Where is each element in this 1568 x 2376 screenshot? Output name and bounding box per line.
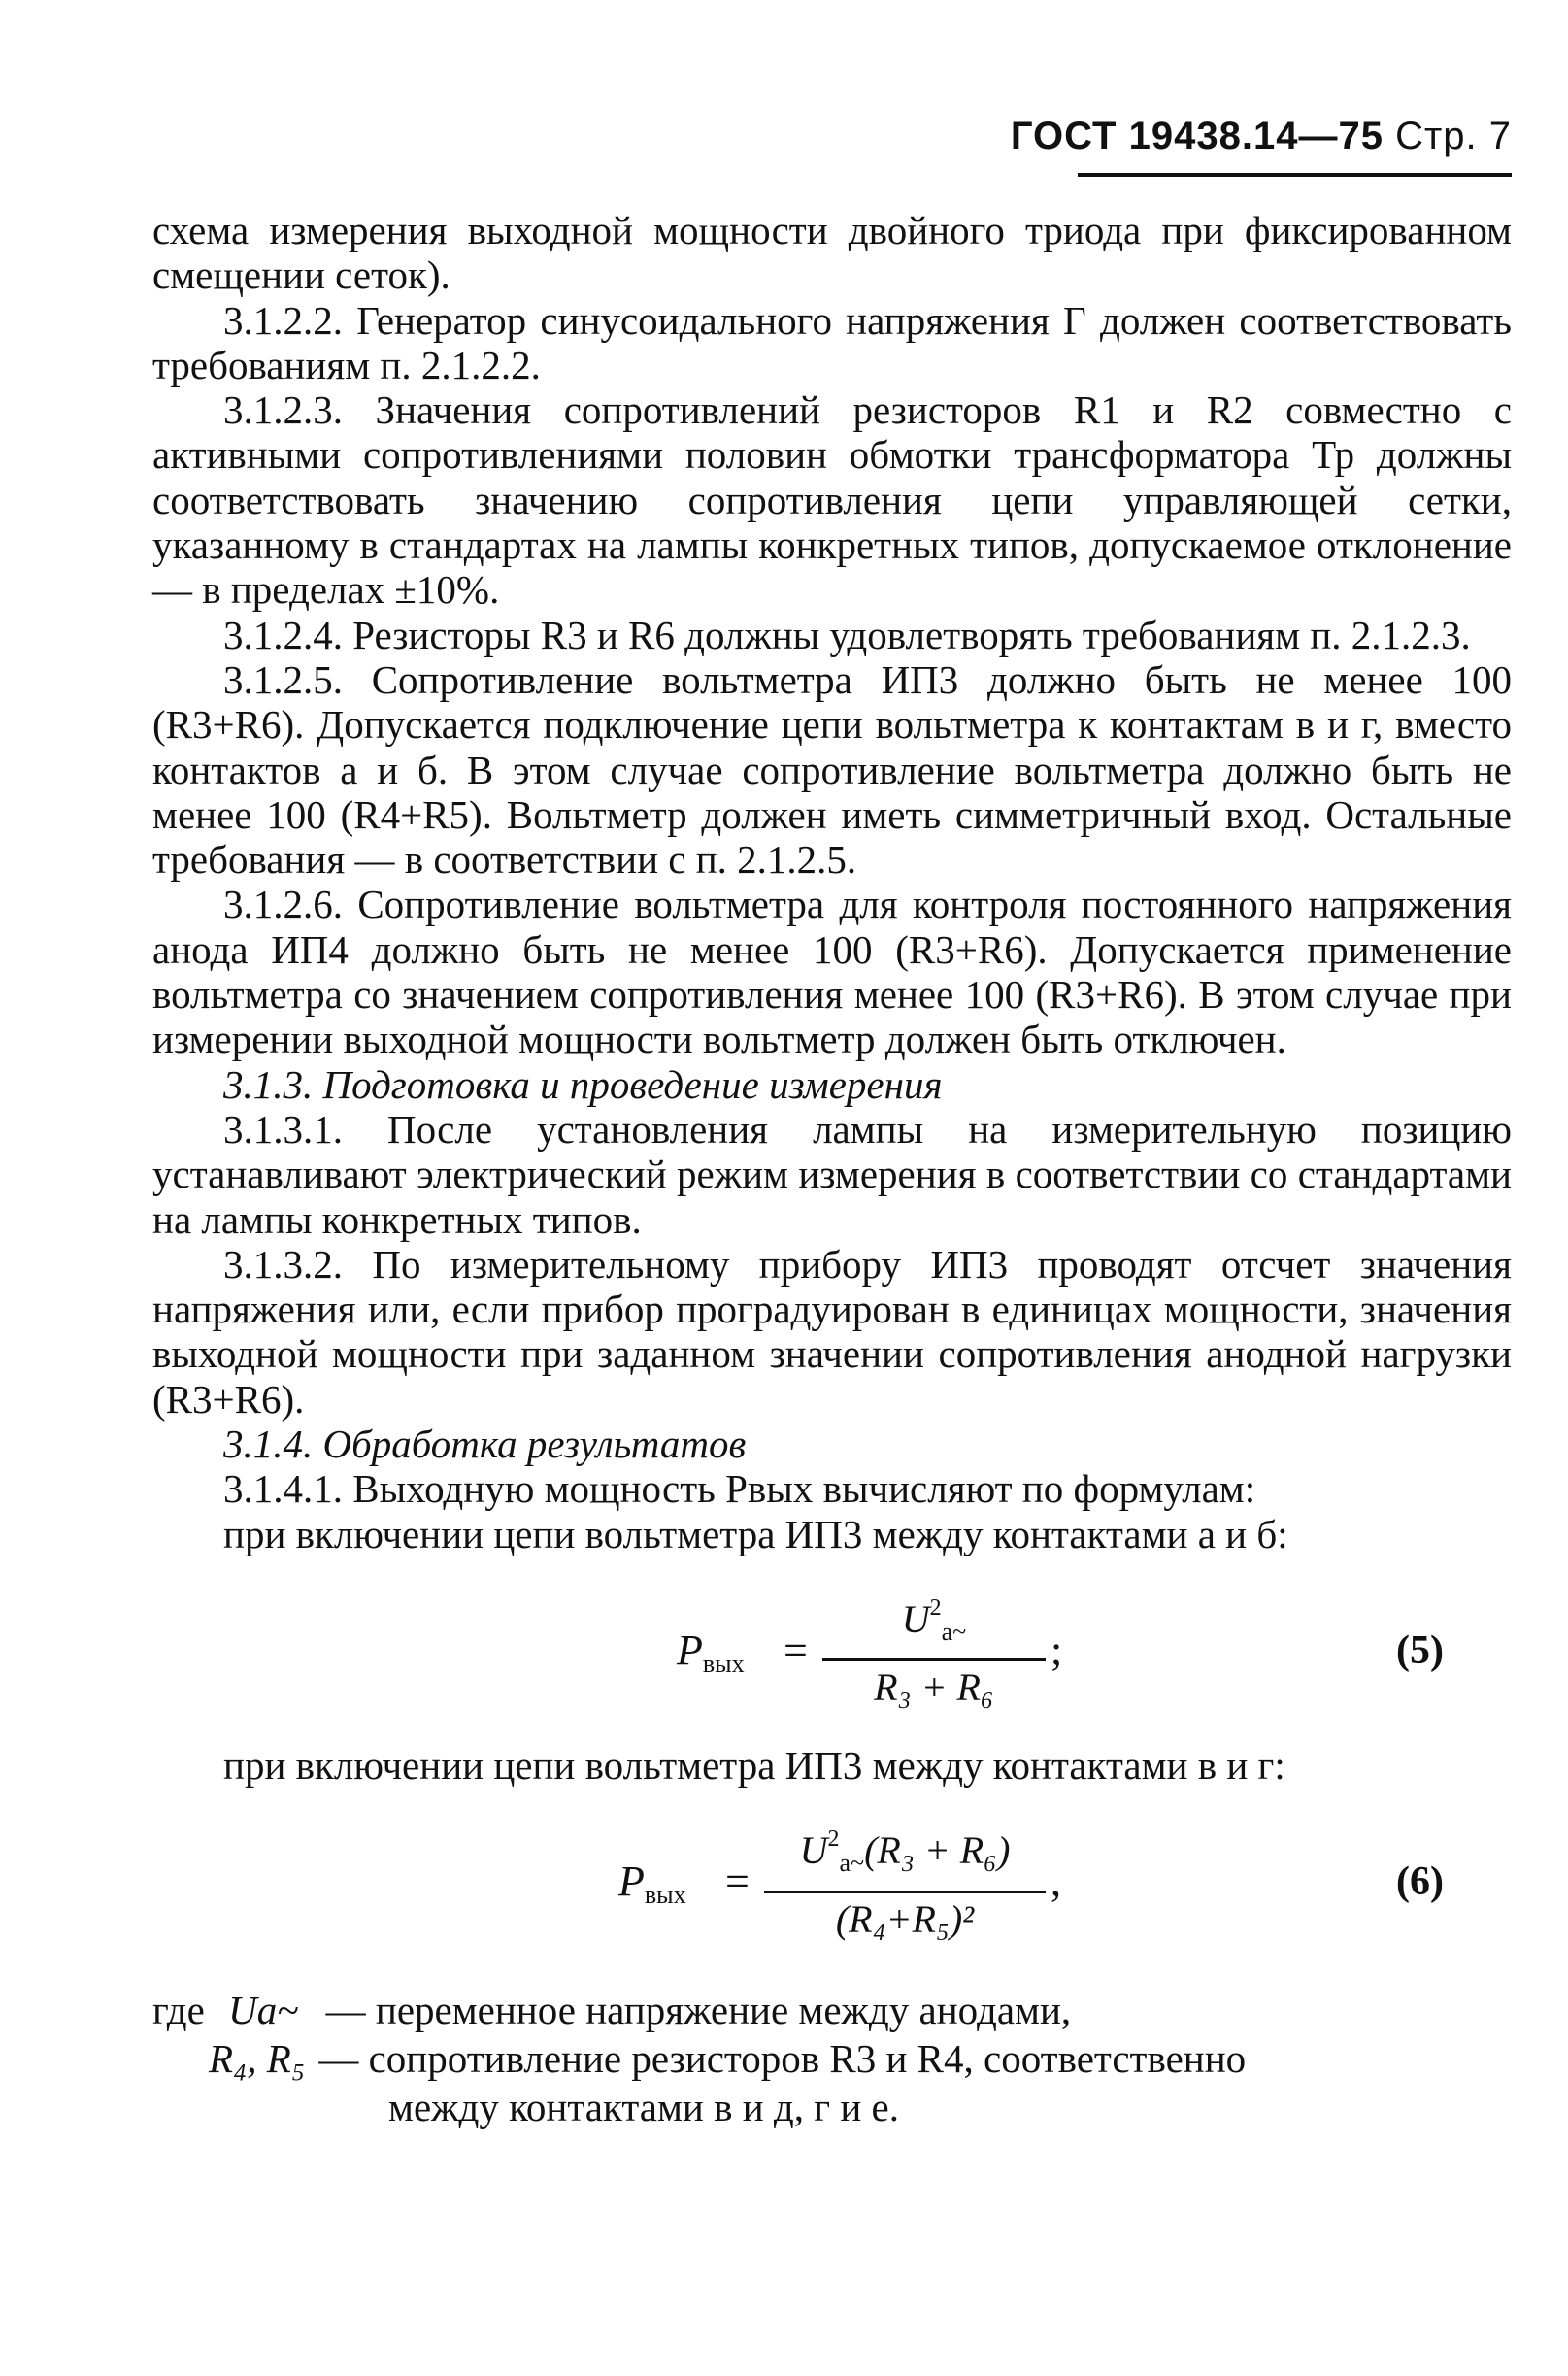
where-row-3: [388, 2085, 899, 2129]
formula-fraction: $U^2_{а\sim}$ R₃ + R₆: [822, 1586, 1046, 1711]
formula-tail: ;: [1051, 1625, 1063, 1674]
where-definition: между контактами в и д, г и е.: [388, 2085, 899, 2130]
formula-5: [152, 1580, 1512, 1735]
formula-lhs: $P_{вых}$: [618, 1857, 686, 1910]
formula-lhs: $P_{вых}$: [677, 1625, 745, 1678]
paragraph: 3.1.3.2. По измерительному прибору ИП3 проводят отсчет значения напряжения или, если прибор проградуирован в единицах мощности, значения выходной мощности при заданном значении сопротивления анодной нагрузки (R3+R6).: [152, 1241, 1512, 1422]
paragraph: 3.1.4.1. Выходную мощность Pвых вычисляют по формулам:: [223, 1466, 1256, 1512]
paragraph: схема измерения выходной мощности двойного триода при фиксированном смещении сеток).: [152, 208, 1512, 298]
where-block: [152, 1988, 1512, 2133]
where-label: где: [152, 1988, 205, 2033]
header-rule: [1078, 173, 1512, 177]
paragraph: при включении цепи вольтметра ИП3 между контактами в и г:: [223, 1742, 1285, 1788]
paragraph: 3.1.2.2. Генератор синусоидального напряжения Г должен соответствовать требованиям п. 2.1.2.2.: [152, 297, 1512, 387]
formula-tail: ,: [1051, 1857, 1061, 1906]
standard-number: ГОСТ 19438.14—75: [1010, 115, 1384, 157]
paragraph: 3.1.2.6. Сопротивление вольтметра для контроля постоянного напряжения анода ИП4 должно быть не менее 100 (R3+R6). Допускается применение вольтметра со значением сопротивления менее 100 (R3+R6). В этом случае при измерении выходной мощности вольтметр должен быть отключен.: [152, 882, 1512, 1062]
document-body: [152, 208, 1512, 2133]
where-term: Uа~: [228, 1988, 299, 2033]
page-header: [1011, 115, 1512, 158]
section-heading: 3.1.3. Подготовка и проведение измерения: [223, 1061, 943, 1107]
formula-fraction: $U^2_{а\sim}(R_3 + R_6)$ (R₄+R₅)²: [764, 1817, 1046, 1942]
formula-number: (6): [1396, 1859, 1444, 1905]
where-term: R₄, R₅: [209, 2036, 306, 2082]
where-definition: — сопротивление резисторов R3 и R4, соответственно: [318, 2036, 1247, 2082]
formula-number: (5): [1396, 1627, 1444, 1673]
where-row-2: [209, 2036, 1246, 2081]
paragraph: 3.1.2.3. Значения сопротивлений резисторов R1 и R2 совместно с активными сопротивлениями половин обмотки трансформатора Тр должны соответствовать значению сопротивления цепи управляющей сетки, указанному в стандартах на лампы конкретных типов, допускаемое отклонение — в пределах ±10%.: [152, 387, 1512, 613]
section-heading: 3.1.4. Обработка результатов: [223, 1422, 747, 1467]
paragraph: 3.1.2.5. Сопротивление вольтметра ИП3 должно быть не менее 100 (R3+R6). Допускается подключение цепи вольтметра к контактам в и г, вместо контактов а и б. В этом случае сопротивление вольтметра должно быть не менее 100 (R4+R5). Вольтметр должен иметь симметричный вход. Остальные требования — в соответствии с п. 2.1.2.5.: [152, 656, 1512, 883]
where-row-1: [152, 1988, 1071, 2032]
formula-6: [152, 1811, 1512, 1966]
page-number: Стр. 7: [1395, 115, 1512, 157]
paragraph: 3.1.3.1. После установления лампы на измерительную позицию устанавливают электрический режим измерения в соответствии со стандартами на лампы конкретных типов.: [152, 1106, 1512, 1242]
paragraph: при включении цепи вольтметра ИП3 между контактами а и б:: [223, 1511, 1288, 1556]
where-definition: — переменное напряжение между анодами,: [325, 1988, 1072, 2033]
formula-equals: =: [784, 1625, 808, 1674]
paragraph: 3.1.2.4. Резисторы R3 и R6 должны удовлетворять требованиям п. 2.1.2.3.: [223, 612, 1471, 657]
formula-equals: =: [725, 1857, 750, 1906]
